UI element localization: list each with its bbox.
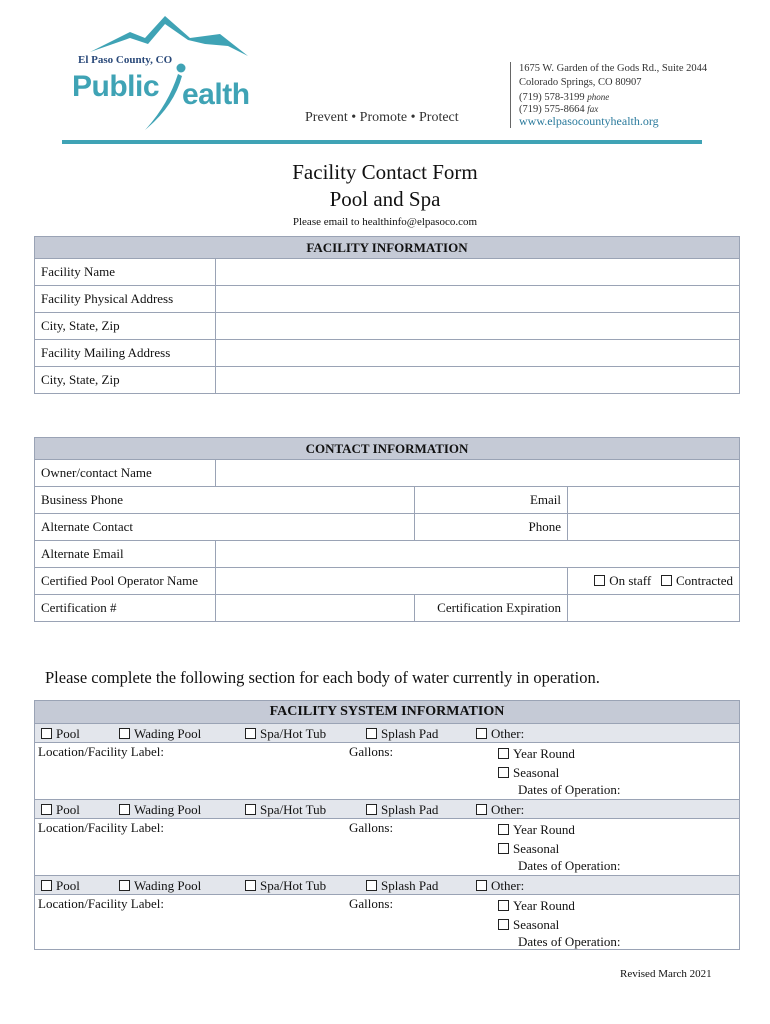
body-2-year-round-checkbox[interactable] <box>498 824 509 835</box>
cert-expiration-field[interactable] <box>568 595 740 622</box>
body-1-wading-option[interactable] <box>119 726 201 742</box>
tagline: Prevent • Promote • Protect <box>305 110 459 125</box>
body-1-wading-checkbox[interactable] <box>119 728 130 739</box>
body-3-seasonal-option[interactable] <box>498 917 559 933</box>
body-2-spa-label: Spa/Hot Tub <box>260 802 327 817</box>
on-staff-label: On staff <box>609 573 652 588</box>
system-info-table <box>34 700 740 950</box>
body-1-year-round-label: Year Round <box>513 746 575 761</box>
body-2-seasonal-option[interactable] <box>498 841 559 857</box>
body-3-other-checkbox[interactable] <box>476 880 487 891</box>
body-1-seasonal-option[interactable] <box>498 765 559 781</box>
body-1-pool-checkbox[interactable] <box>41 728 52 739</box>
mailing-city-state-zip-label: City, State, Zip <box>35 367 216 394</box>
address-line-2: Colorado Springs, CO 80907 <box>519 77 642 88</box>
body-3-splash-checkbox[interactable] <box>366 880 377 891</box>
mailing-address-label: Facility Mailing Address <box>35 340 216 367</box>
section-note: Please complete the following section for each body of water currently in operation. <box>45 668 600 687</box>
logo-county-text: El Paso County, CO <box>78 54 173 66</box>
body-3-splash-label: Splash Pad <box>381 878 439 893</box>
form-title: Facility Contact Form <box>292 160 478 184</box>
address-line-1: 1675 W. Garden of the Gods Rd., Suite 2044 <box>519 63 708 74</box>
body-3-seasonal-checkbox[interactable] <box>498 919 509 930</box>
mailing-address-field[interactable] <box>216 340 740 367</box>
logo-public-text: Public <box>72 70 160 103</box>
fax-number: (719) 575-8664 <box>519 104 585 115</box>
body-3-spa-option[interactable] <box>245 878 326 894</box>
business-phone-label: Business Phone <box>35 487 415 514</box>
body-3-year-round-label: Year Round <box>513 898 575 913</box>
body-2-wading-checkbox[interactable] <box>119 804 130 815</box>
body-2-splash-checkbox[interactable] <box>366 804 377 815</box>
cert-number-label: Certification # <box>35 595 216 622</box>
body-1-spa-checkbox[interactable] <box>245 728 256 739</box>
body-1-other-label: Other: <box>491 726 525 741</box>
body-1-year-round-checkbox[interactable] <box>498 748 509 759</box>
body-3-seasonal-label: Seasonal <box>513 917 560 932</box>
physical-address-label: Facility Physical Address <box>35 286 216 313</box>
body-1-gallons-label: Gallons: <box>349 744 394 759</box>
cpo-name-label: Certified Pool Operator Name <box>35 568 216 595</box>
facility-name-label: Facility Name <box>35 259 216 286</box>
body-3-spa-checkbox[interactable] <box>245 880 256 891</box>
facility-info-heading: FACILITY INFORMATION <box>35 237 740 259</box>
body-2-splash-label: Splash Pad <box>381 802 439 817</box>
contracted-checkbox[interactable] <box>661 575 672 586</box>
city-state-zip-label: City, State, Zip <box>35 313 216 340</box>
cpo-status-cell <box>568 568 740 595</box>
body-2-splash-option[interactable] <box>366 802 438 818</box>
body-2-seasonal-checkbox[interactable] <box>498 843 509 854</box>
body-3-wading-checkbox[interactable] <box>119 880 130 891</box>
cert-number-field[interactable] <box>216 595 415 622</box>
body-2-pool-label: Pool <box>56 802 80 817</box>
body-2-spa-checkbox[interactable] <box>245 804 256 815</box>
mailing-city-state-zip-field[interactable] <box>216 367 740 394</box>
phone-number: (719) 578-3199 <box>519 92 585 103</box>
body-2-dates-label: Dates of Operation: <box>518 858 621 873</box>
body-3-splash-option[interactable] <box>366 878 438 894</box>
fax-label: fax <box>587 104 599 114</box>
body-2-gallons-label: Gallons: <box>349 820 394 835</box>
body-1-other-option[interactable] <box>476 726 524 742</box>
header-rule <box>62 140 702 144</box>
owner-field[interactable] <box>216 460 740 487</box>
owner-label: Owner/contact Name <box>35 460 216 487</box>
body-1-other-checkbox[interactable] <box>476 728 487 739</box>
body-2-year-round-label: Year Round <box>513 822 575 837</box>
contracted-label: Contracted <box>675 573 733 588</box>
body-1-spa-option[interactable] <box>245 726 326 742</box>
alternate-email-field[interactable] <box>216 541 740 568</box>
body-1-year-round-option[interactable] <box>498 746 575 762</box>
body-3-gallons-label: Gallons: <box>349 896 394 911</box>
city-state-zip-field[interactable] <box>216 313 740 340</box>
body-3-pool-checkbox[interactable] <box>41 880 52 891</box>
body-3-dates-label: Dates of Operation: <box>518 934 621 949</box>
body-1-splash-option[interactable] <box>366 726 438 742</box>
email-note: Please email to healthinfo@elpasoco.com <box>292 216 478 228</box>
website-link[interactable]: www.elpasocountyhealth.org <box>519 114 659 128</box>
phone-label: phone <box>587 92 610 102</box>
system-info-heading: FACILITY SYSTEM INFORMATION <box>35 701 739 723</box>
contact-info-table <box>34 437 740 622</box>
body-1-dates-label: Dates of Operation: <box>518 782 621 797</box>
body-3-wading-option[interactable] <box>119 878 201 894</box>
contact-info-heading: CONTACT INFORMATION <box>35 438 740 460</box>
body-2-year-round-option[interactable] <box>498 822 575 838</box>
email-label: Email <box>415 487 568 514</box>
facility-name-field[interactable] <box>216 259 740 286</box>
body-1-spa-label: Spa/Hot Tub <box>260 726 327 741</box>
body-1-pool-option[interactable] <box>41 726 80 742</box>
body-1-splash-checkbox[interactable] <box>366 728 377 739</box>
body-2-pool-checkbox[interactable] <box>41 804 52 815</box>
body-2-pool-option[interactable] <box>41 802 80 818</box>
body-3-spa-label: Spa/Hot Tub <box>260 878 327 893</box>
cert-expiration-label: Certification Expiration <box>415 595 568 622</box>
body-3-location-label: Location/Facility Label: <box>38 896 164 911</box>
body-1-splash-label: Splash Pad <box>381 726 439 741</box>
body-1-wading-label: Wading Pool <box>134 726 202 741</box>
body-3-year-round-checkbox[interactable] <box>498 900 509 911</box>
physical-address-field[interactable] <box>216 286 740 313</box>
on-staff-checkbox[interactable] <box>594 575 605 586</box>
body-2-wading-label: Wading Pool <box>134 802 202 817</box>
body-3-wading-label: Wading Pool <box>134 878 202 893</box>
body-3-pool-option[interactable] <box>41 878 80 894</box>
body-2-other-checkbox[interactable] <box>476 804 487 815</box>
phone-field[interactable] <box>568 514 740 541</box>
body-2-location-label: Location/Facility Label: <box>38 820 164 835</box>
revised-date: Revised March 2021 <box>620 968 712 980</box>
facility-info-table <box>34 236 740 394</box>
body-3-pool-label: Pool <box>56 878 80 893</box>
cpo-name-field[interactable] <box>216 568 568 595</box>
body-3-other-label: Other: <box>491 878 525 893</box>
body-2-seasonal-label: Seasonal <box>513 841 560 856</box>
alternate-contact-label: Alternate Contact <box>35 514 415 541</box>
body-3-year-round-option[interactable] <box>498 898 575 914</box>
header-divider <box>510 62 511 128</box>
body-1-location-label: Location/Facility Label: <box>38 744 164 759</box>
body-2-other-label: Other: <box>491 802 525 817</box>
body-1-seasonal-checkbox[interactable] <box>498 767 509 778</box>
body-3-other-option[interactable] <box>476 878 524 894</box>
body-2-spa-option[interactable] <box>245 802 326 818</box>
body-2-wading-option[interactable] <box>119 802 201 818</box>
email-field[interactable] <box>568 487 740 514</box>
body-2-other-option[interactable] <box>476 802 524 818</box>
body-1-seasonal-label: Seasonal <box>513 765 560 780</box>
form-subtitle: Pool and Spa <box>329 187 441 211</box>
body-1-pool-label: Pool <box>56 726 80 741</box>
phone-label-cell: Phone <box>415 514 568 541</box>
logo-health-text: ealth <box>182 78 250 111</box>
alternate-email-label: Alternate Email <box>35 541 216 568</box>
